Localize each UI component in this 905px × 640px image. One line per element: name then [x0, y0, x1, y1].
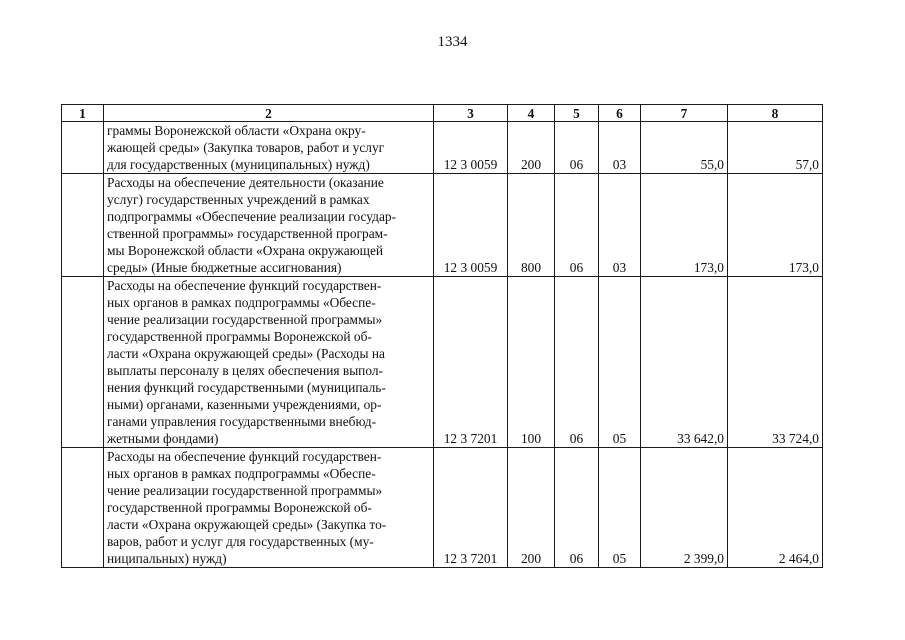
page-number: 1334 [437, 34, 468, 50]
amount-cell-col8: 2 464,0 [728, 448, 823, 568]
budget-table [61, 104, 823, 568]
amount-cell-col7: 2 399,0 [641, 448, 728, 568]
table-header-row [62, 105, 823, 122]
description-line: ганами управления государственными внебюд- [107, 414, 377, 429]
description-line: ниципальных) нужд) [107, 551, 227, 566]
description-line: государственной программы Воронежской об- [107, 329, 372, 344]
row-number-cell [62, 448, 104, 568]
column-header-6: 6 [599, 105, 641, 122]
amount-cell-col8: 33 724,0 [728, 277, 823, 448]
section-cell: 06 [555, 122, 599, 174]
description-line: ными) органами, казенными учреждениями, ор- [107, 397, 382, 412]
description-line: для государственных (муниципальных) нужд) [107, 157, 370, 172]
description-line: ных органов в рамках подпрограммы «Обеспе- [107, 466, 376, 481]
section-cell: 06 [555, 174, 599, 277]
description-line: ственной программы» государственной програм- [107, 226, 388, 241]
column-header-8: 8 [728, 105, 823, 122]
description-line: подпрограммы «Обеспечение реализации государ- [107, 209, 397, 224]
column-header-3: 3 [434, 105, 508, 122]
expense-type-cell: 200 [508, 122, 555, 174]
row-number-cell [62, 122, 104, 174]
description-line: услуг) государственных учреждений в рамках [107, 192, 370, 207]
table-row [62, 174, 823, 277]
description-line: ласти «Охрана окружающей среды» (Расходы на [107, 346, 385, 361]
subsection-cell: 05 [599, 277, 641, 448]
description-cell [104, 448, 434, 568]
target-code-cell: 12 3 7201 [434, 277, 508, 448]
column-header-7: 7 [641, 105, 728, 122]
description-line: ных органов в рамках подпрограммы «Обеспе- [107, 295, 376, 310]
description-line: среды» (Иные бюджетные ассигнования) [107, 260, 342, 275]
amount-cell-col8: 173,0 [728, 174, 823, 277]
section-cell: 06 [555, 277, 599, 448]
amount-cell-col7: 55,0 [641, 122, 728, 174]
description-line: жетными фондами) [107, 431, 219, 446]
column-header-4: 4 [508, 105, 555, 122]
description-line: государственной программы Воронежской об- [107, 500, 372, 515]
description-cell [104, 277, 434, 448]
description-line: ласти «Охрана окружающей среды» (Закупка то- [107, 517, 387, 532]
description-cell [104, 174, 434, 277]
table-row [62, 448, 823, 568]
description-cell [104, 122, 434, 174]
table-row [62, 122, 823, 174]
description-line: мы Воронежской области «Охрана окружающей [107, 243, 384, 258]
description-line: варов, работ и услуг для государственных (му- [107, 534, 374, 549]
column-header-5: 5 [555, 105, 599, 122]
table-row [62, 277, 823, 448]
expense-type-cell: 800 [508, 174, 555, 277]
description-line: Расходы на обеспечение деятельности (оказание [107, 175, 384, 190]
subsection-cell: 03 [599, 174, 641, 277]
section-cell: 06 [555, 448, 599, 568]
description-line: Расходы на обеспечение функций государствен- [107, 278, 382, 293]
subsection-cell: 03 [599, 122, 641, 174]
row-number-cell [62, 277, 104, 448]
subsection-cell: 05 [599, 448, 641, 568]
description-line: выплаты персоналу в целях обеспечения выпол- [107, 363, 384, 378]
target-code-cell: 12 3 0059 [434, 174, 508, 277]
column-header-1: 1 [62, 105, 104, 122]
description-line: граммы Воронежской области «Охрана окру- [107, 123, 366, 138]
expense-type-cell: 200 [508, 448, 555, 568]
description-line: чение реализации государственной программы» [107, 312, 383, 327]
amount-cell-col7: 173,0 [641, 174, 728, 277]
expense-type-cell: 100 [508, 277, 555, 448]
description-line: Расходы на обеспечение функций государствен- [107, 449, 382, 464]
row-number-cell [62, 174, 104, 277]
target-code-cell: 12 3 7201 [434, 448, 508, 568]
description-line: чение реализации государственной программы» [107, 483, 383, 498]
description-line: нения функций государственными (муниципаль- [107, 380, 386, 395]
column-header-2: 2 [104, 105, 434, 122]
amount-cell-col8: 57,0 [728, 122, 823, 174]
target-code-cell: 12 3 0059 [434, 122, 508, 174]
description-line: жающей среды» (Закупка товаров, работ и услуг [107, 140, 385, 155]
amount-cell-col7: 33 642,0 [641, 277, 728, 448]
